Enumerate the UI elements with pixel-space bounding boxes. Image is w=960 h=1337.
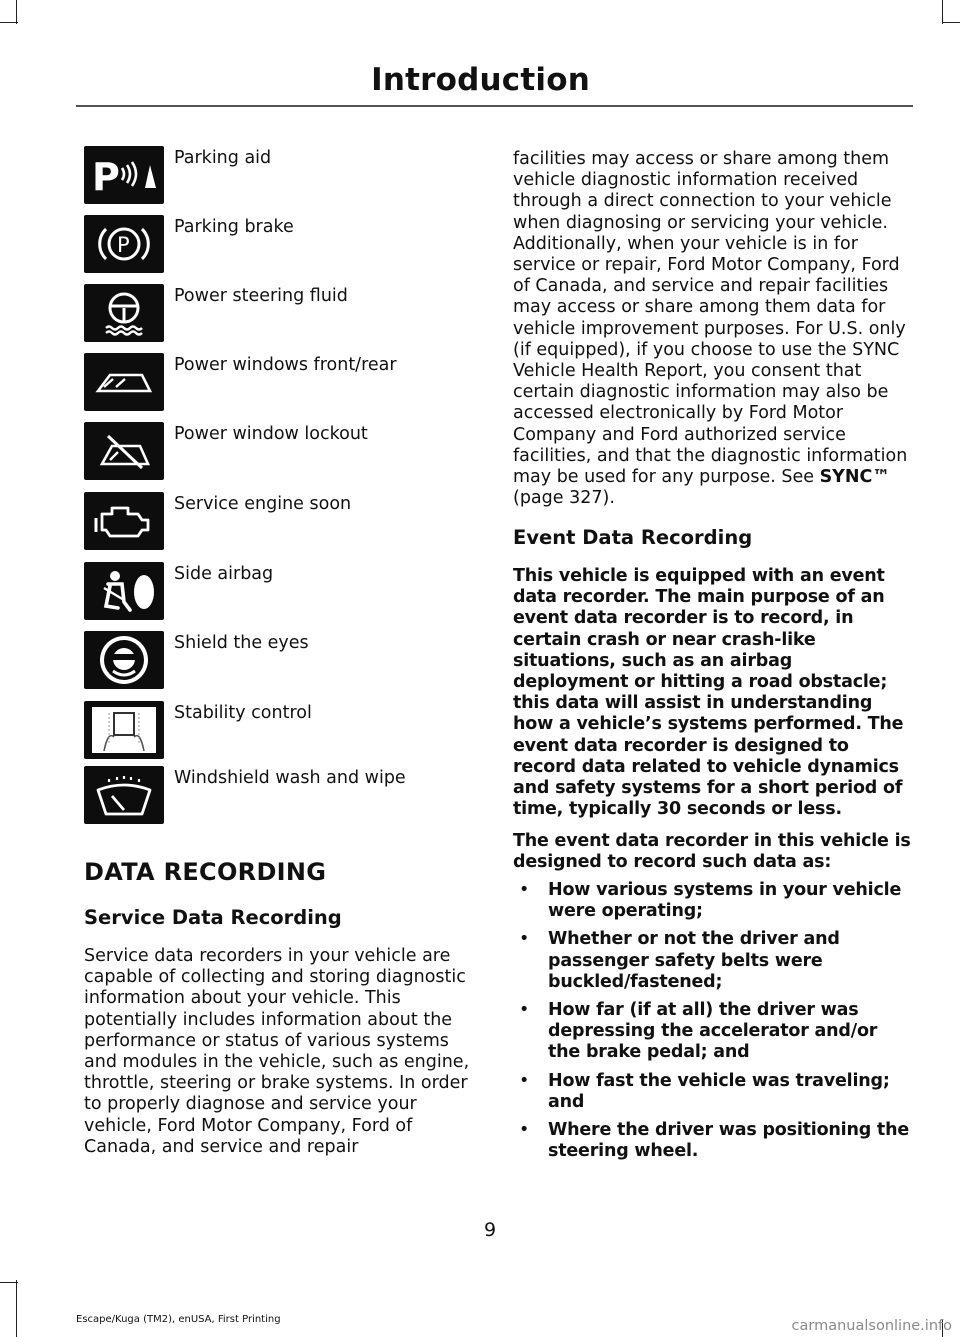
- list-item-text: Whether or not the driver and passenger safety belts were buckled/fastened;: [548, 929, 840, 992]
- symbol-row: [84, 766, 484, 824]
- header-divider: [76, 105, 913, 107]
- page-reference: (page 327).: [513, 488, 615, 509]
- symbol-label: Power steering fluid: [174, 286, 348, 306]
- symbol-label: Service engine soon: [174, 494, 352, 514]
- bullet: •: [519, 1000, 530, 1021]
- list-item: [513, 929, 913, 993]
- crop-mark: [942, 22, 960, 23]
- list-item: [513, 1120, 913, 1162]
- symbol-label: Shield the eyes: [174, 633, 309, 653]
- symbol-row: [84, 284, 484, 342]
- side-airbag-icon: [84, 562, 164, 620]
- crop-mark: [0, 1282, 18, 1283]
- symbol-row: [84, 562, 484, 620]
- list-item-text: How various systems in your vehicle were operating;: [548, 880, 902, 922]
- stability-control-icon: [84, 701, 164, 759]
- paragraph-text: facilities may access or share among them vehicle diagnostic information received through a direct connection to your vehicle when diagnosing or servicing your vehicle. Additionally, when your vehicle is in for service or repair, Ford Motor Company, Ford of Canada, and service and repair facilities may access or share among them data for vehicle improvement purposes. For U.S. only (if equipped), if you choose to use the SYNC Vehicle Health Report, you consent that certain diagnostic information may also be accessed electronically by Ford Motor Company and Ford authorized service facilities, and that the diagnostic information may be used for any purpose. See: [513, 149, 908, 488]
- parking-aid-icon: [84, 146, 164, 204]
- service-data-paragraph-continued: [513, 149, 913, 509]
- bullet: •: [519, 880, 530, 900]
- power-window-lockout-icon: [84, 422, 164, 480]
- crop-mark: [942, 0, 943, 24]
- crop-mark: [0, 22, 18, 23]
- event-data-list: [513, 880, 913, 1169]
- watermark: carmanualsonline.info: [791, 1318, 952, 1334]
- symbol-label: Power windows front/rear: [174, 355, 397, 375]
- symbol-row: [84, 215, 484, 273]
- symbol-row: [84, 353, 484, 411]
- section-heading: DATA RECORDING: [84, 858, 327, 886]
- bullet: •: [519, 929, 530, 950]
- list-item-text: Where the driver was positioning the steering wheel.: [548, 1120, 910, 1162]
- symbol-row: [84, 631, 484, 689]
- svg-text:P: P: [117, 233, 130, 257]
- symbol-label: Parking brake: [174, 217, 294, 237]
- subsection-heading: Service Data Recording: [84, 906, 342, 929]
- symbol-label: Side airbag: [174, 564, 274, 584]
- shield-eyes-icon: [84, 631, 164, 689]
- event-data-paragraph: This vehicle is equipped with an event data recorder. The main purpose of an event data recorder is to record, in certain crash or near crash-like situations, such as an airbag deployment or hitting a road obstacle; this data will assist in understanding how a vehicle’s systems performed. The event data recorder is designed to record data related to vehicle dynamics and safety systems for a short period of time, typically 30 seconds or less.: [513, 566, 904, 820]
- symbol-row: [84, 492, 484, 550]
- service-data-paragraph: Service data recorders in your vehicle are capable of collecting and storing diagnostic information about your vehicle. This potentially includes information about the performance or status of various systems and modules in the vehicle, such as engine, throttle, steering or brake systems. In order to properly diagnose and service your vehicle, Ford Motor Company, Ford of Canada, and service and repair: [84, 946, 470, 1157]
- list-item-text: How fast the vehicle was traveling; and: [548, 1070, 890, 1112]
- page-number: 9: [483, 1219, 497, 1241]
- event-data-intro: The event data recorder in this vehicle is designed to record such data as:: [513, 831, 911, 873]
- footer-text: Escape/Kuga (TM2), enUSA, First Printing: [76, 1314, 281, 1325]
- list-item-text: How far (if at all) the driver was depressing the accelerator and/or the brake pedal; and: [548, 1000, 878, 1063]
- symbol-label: Parking aid: [174, 148, 272, 168]
- bullet: •: [519, 1120, 530, 1141]
- sync-link[interactable]: SYNC™: [819, 467, 890, 488]
- crop-mark: [16, 0, 17, 24]
- parking-brake-icon: [84, 215, 164, 273]
- service-engine-icon: [84, 492, 164, 550]
- symbol-label: Stability control: [174, 703, 312, 723]
- windshield-wash-icon: [84, 766, 164, 824]
- list-item: [513, 1000, 913, 1064]
- page-title: Introduction: [371, 62, 590, 98]
- svg-text:P: P: [92, 155, 120, 199]
- symbol-row: [84, 146, 484, 204]
- crop-mark: [16, 1280, 17, 1337]
- symbol-row: [84, 701, 484, 759]
- symbol-row: [84, 422, 484, 480]
- symbol-label: Windshield wash and wipe: [174, 768, 406, 788]
- subsection-heading: Event Data Recording: [513, 526, 753, 549]
- symbol-label: Power window lockout: [174, 424, 368, 444]
- power-windows-icon: [84, 353, 164, 411]
- list-item: [513, 880, 913, 922]
- power-steering-fluid-icon: [84, 284, 164, 342]
- bullet: •: [519, 1070, 530, 1091]
- list-item: [513, 1071, 913, 1113]
